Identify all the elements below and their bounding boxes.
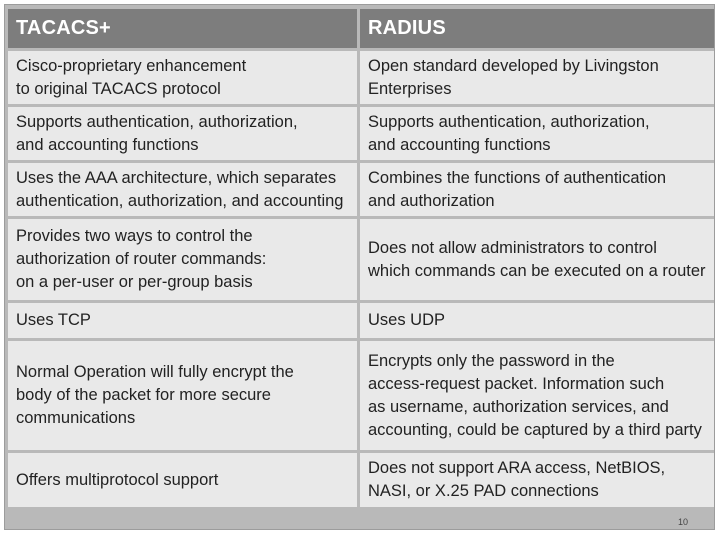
comparison-table-frame xyxy=(4,4,715,530)
cell-text-line: body of the packet for more secure xyxy=(16,386,271,404)
cell-text-line: Does not support ARA access, NetBIOS, xyxy=(368,459,666,477)
tacacs-cell xyxy=(8,51,357,104)
radius-cell xyxy=(357,51,714,104)
cell-text-line: Uses TCP xyxy=(16,311,91,329)
table-row xyxy=(8,163,714,216)
radius-cell xyxy=(357,163,714,216)
cell-text-line: Open standard developed by Livingston xyxy=(368,56,659,75)
table-header-row xyxy=(8,9,714,48)
cell-text-line: Uses the AAA architecture, which separates xyxy=(16,168,337,187)
table-row xyxy=(8,219,714,300)
cell-text-line: authorization of router commands: xyxy=(16,250,267,268)
cell-text-line: and accounting functions xyxy=(368,135,551,154)
cell-text-line: authentication, authorization, and accounting xyxy=(16,191,344,210)
cell-text-line: and accounting functions xyxy=(16,135,199,154)
tacacs-cell xyxy=(8,219,357,300)
column-header-radius: RADIUS xyxy=(357,9,714,48)
cell-text-line: as username, authorization services, and xyxy=(368,397,669,416)
table-row xyxy=(8,51,714,104)
cell-text-line: Enterprises xyxy=(368,79,452,98)
radius-cell xyxy=(357,303,714,338)
tacacs-cell xyxy=(8,303,357,338)
slide-number: 10 xyxy=(677,517,688,527)
column-header-tacacs: TACACS+ xyxy=(8,9,357,48)
cell-text-line: Provides two ways to control the xyxy=(16,227,253,245)
tacacs-cell xyxy=(8,341,357,450)
cell-text-line: Combines the functions of authentication xyxy=(368,168,667,187)
cell-text-line: and authorization xyxy=(368,191,495,210)
cell-text-line: access-request packet. Information such xyxy=(368,374,665,393)
radius-cell xyxy=(357,341,714,450)
cell-text-line: to original TACACS protocol xyxy=(16,79,221,98)
tacacs-cell xyxy=(8,453,357,507)
table-row xyxy=(8,453,714,507)
cell-text-line: Supports authentication, authorization, xyxy=(368,112,650,131)
cell-text-line: communications xyxy=(16,409,136,427)
cell-text-line: accounting, could be captured by a third party xyxy=(368,420,702,439)
cell-text-line: on a per-user or per-group basis xyxy=(16,273,253,291)
cell-text-line: Uses UDP xyxy=(368,311,446,329)
cell-text-line: Does not allow administrators to control xyxy=(368,238,657,257)
table-row xyxy=(8,303,714,338)
tacacs-cell xyxy=(8,163,357,216)
radius-cell xyxy=(357,453,714,507)
cell-text-line: Offers multiprotocol support xyxy=(16,470,219,489)
cell-text-line: Encrypts only the password in the xyxy=(368,351,615,370)
tacacs-cell xyxy=(8,107,357,160)
radius-cell xyxy=(357,107,714,160)
cell-text-line: Supports authentication, authorization, xyxy=(16,112,298,131)
cell-text-line: which commands can be executed on a router xyxy=(368,261,706,280)
radius-cell xyxy=(357,219,714,300)
table-row xyxy=(8,107,714,160)
table-row xyxy=(8,341,714,450)
cell-text-line: NASI, or X.25 PAD connections xyxy=(368,482,599,500)
cell-text-line: Normal Operation will fully encrypt the xyxy=(16,363,294,381)
cell-text-line: Cisco-proprietary enhancement xyxy=(16,56,247,75)
tacacs-radius-comparison-table xyxy=(8,6,714,510)
